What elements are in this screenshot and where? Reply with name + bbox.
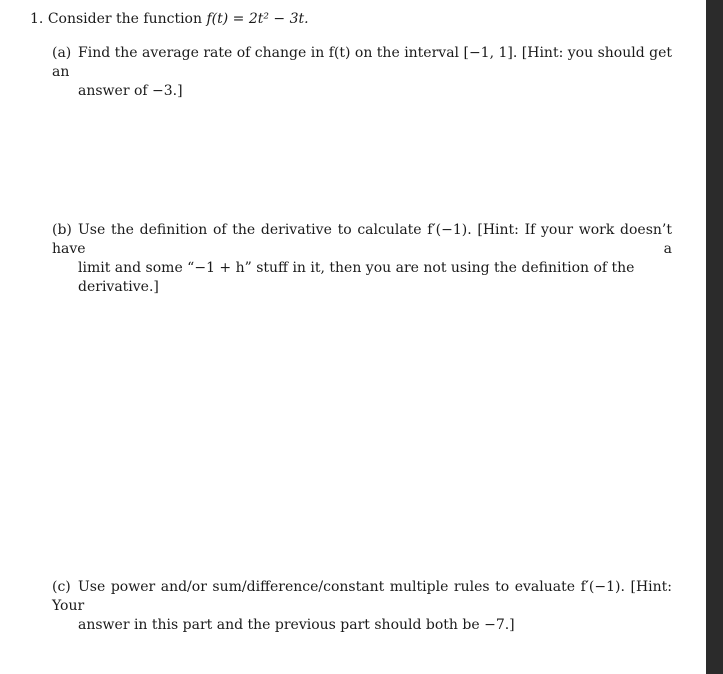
part-c-label: (c) <box>52 579 71 595</box>
part-a-line2: answer of −3.] <box>78 83 183 99</box>
part-b-label: (b) <box>52 222 72 238</box>
part-b <box>52 221 672 297</box>
problem-statement <box>30 9 309 29</box>
part-a <box>52 44 672 101</box>
part-c-line2: answer in this part and the previous part should both be −7.] <box>78 617 515 633</box>
part-c-line1: Use power and/or sum/difference/constant multiple rules to evaluate f′(−1). [Hint: Your <box>52 579 672 614</box>
problem-number: 1. <box>30 11 44 27</box>
part-b-line1: Use the definition of the derivative to calculate f′(−1). [Hint: If your work doesn’t have a <box>52 222 672 257</box>
part-c-line1-wrap <box>52 578 672 616</box>
part-b-line2: limit and some “−1 + h” stuff in it, then you are not using the definition of the derivative.] <box>78 260 635 295</box>
window-edge-bar <box>706 0 723 674</box>
part-b-line1-wrap <box>52 221 672 259</box>
problem-text: Consider the function <box>47 11 203 27</box>
part-a-line1: Find the average rate of change in f(t) on the interval [−1, 1]. [Hint: you should get an <box>52 45 672 80</box>
part-a-line1-wrap <box>52 44 672 82</box>
part-c <box>52 578 672 635</box>
part-a-label: (a) <box>52 45 72 61</box>
problem-function: f(t) = 2t² − 3t. <box>206 11 309 27</box>
